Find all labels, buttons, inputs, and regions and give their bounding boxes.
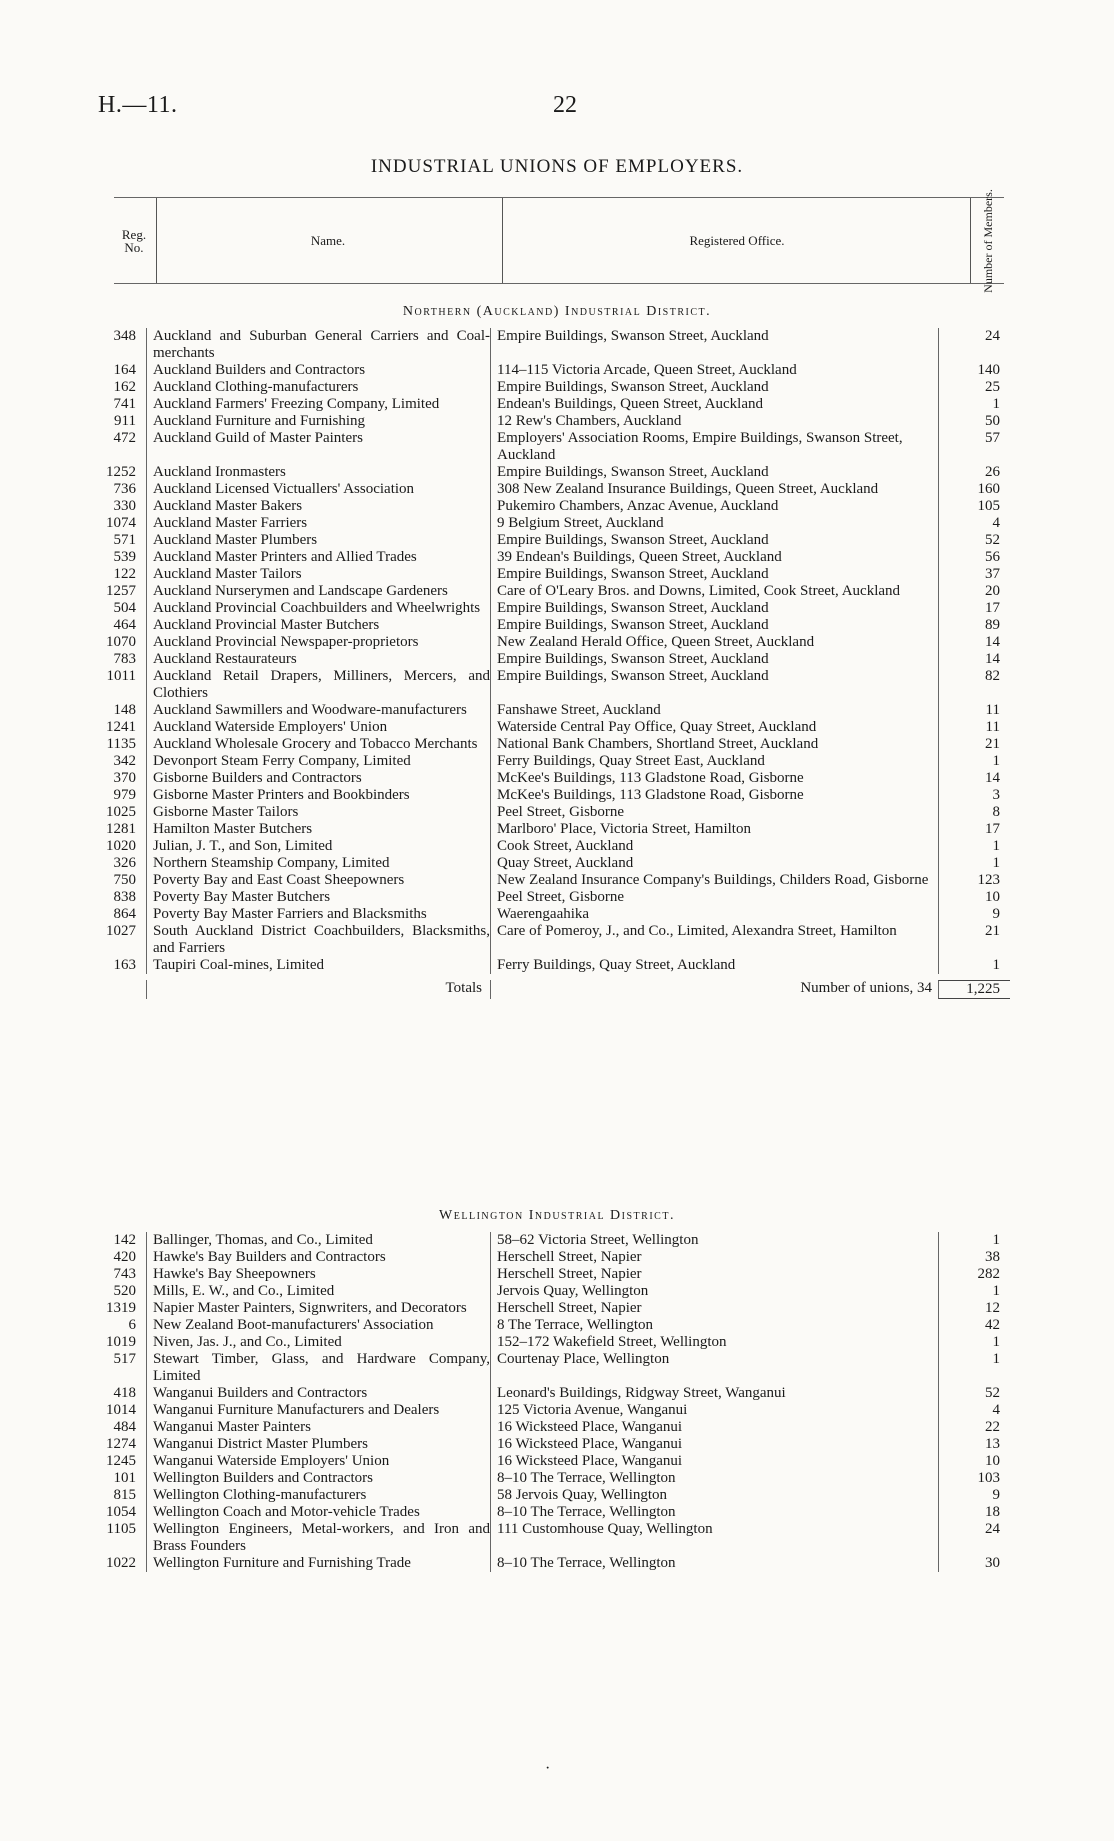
name-cell: Auckland Provincial Master Butchers <box>146 617 490 634</box>
name-cell: Wellington Coach and Motor-vehicle Trades <box>146 1504 490 1521</box>
reg-no-cell: 1105 <box>106 1521 136 1537</box>
table-row <box>100 1232 1010 1249</box>
office-cell: 8 The Terrace, Wellington <box>490 1317 938 1334</box>
table-row <box>100 668 1010 702</box>
name-cell: Auckland Furniture and Furnishing <box>146 413 490 430</box>
members-cell: 160 <box>938 481 1010 498</box>
reg-no-cell: 330 <box>113 498 136 514</box>
members-cell: 123 <box>938 872 1010 889</box>
office-cell: Endean's Buildings, Queen Street, Auckland <box>490 396 938 413</box>
members-cell: 57 <box>938 430 1010 464</box>
office-cell: Peel Street, Gisborne <box>490 804 938 821</box>
name-cell: Auckland Builders and Contractors <box>146 362 490 379</box>
name-cell: Wellington Clothing-manufacturers <box>146 1487 490 1504</box>
members-cell: 4 <box>938 515 1010 532</box>
name-cell: Mills, E. W., and Co., Limited <box>146 1283 490 1300</box>
table-row <box>100 855 1010 872</box>
table-row <box>100 872 1010 889</box>
name-cell: Ballinger, Thomas, and Co., Limited <box>146 1232 490 1249</box>
page-title: INDUSTRIAL UNIONS OF EMPLOYERS. <box>370 156 744 177</box>
reg-no-cell: 520 <box>113 1283 136 1299</box>
name-cell: Auckland Master Tailors <box>146 566 490 583</box>
table-row <box>100 1249 1010 1266</box>
name-cell: Auckland Wholesale Grocery and Tobacco Merchants <box>146 736 490 753</box>
reg-no-cell: 539 <box>113 549 136 565</box>
office-cell: McKee's Buildings, 113 Gladstone Road, Gisborne <box>490 770 938 787</box>
table-row <box>100 1470 1010 1487</box>
members-cell: 21 <box>938 923 1010 957</box>
reg-no-cell: 1019 <box>106 1334 136 1350</box>
members-cell: 17 <box>938 821 1010 838</box>
office-cell: Empire Buildings, Swanson Street, Auckland <box>490 617 938 634</box>
members-cell: 38 <box>938 1249 1010 1266</box>
office-cell: 8–10 The Terrace, Wellington <box>490 1555 938 1572</box>
reg-no-cell: 370 <box>113 770 136 786</box>
office-cell: National Bank Chambers, Shortland Street, Auckland <box>490 736 938 753</box>
name-cell: Auckland Master Farriers <box>146 515 490 532</box>
name-cell: Hawke's Bay Sheepowners <box>146 1266 490 1283</box>
office-cell: 308 New Zealand Insurance Buildings, Queen Street, Auckland <box>490 481 938 498</box>
office-cell: Jervois Quay, Wellington <box>490 1283 938 1300</box>
reg-no-cell: 418 <box>113 1385 136 1401</box>
name-cell: Auckland Licensed Victuallers' Association <box>146 481 490 498</box>
name-cell: Auckland Provincial Newspaper-proprietors <box>146 634 490 651</box>
table-row <box>100 1521 1010 1555</box>
members-cell: 1 <box>938 957 1010 974</box>
col-reg-no: Reg. No. <box>121 226 147 255</box>
members-cell: 1 <box>938 1232 1010 1249</box>
members-cell: 1 <box>938 855 1010 872</box>
office-cell: 152–172 Wakefield Street, Wellington <box>490 1334 938 1351</box>
wellington-section-title: Wellington Industrial District. <box>439 1208 675 1223</box>
office-cell: Fanshawe Street, Auckland <box>490 702 938 719</box>
table-row <box>100 702 1010 719</box>
name-cell: Wanganui Master Painters <box>146 1419 490 1436</box>
northern-table <box>100 328 1010 999</box>
members-cell: 9 <box>938 1487 1010 1504</box>
members-cell: 1 <box>938 396 1010 413</box>
members-cell: 10 <box>938 889 1010 906</box>
office-cell: 39 Endean's Buildings, Queen Street, Auckland <box>490 549 938 566</box>
office-cell: Ferry Buildings, Quay Street East, Auckland <box>490 753 938 770</box>
table-row <box>100 549 1010 566</box>
table-row <box>100 1487 1010 1504</box>
office-cell: Herschell Street, Napier <box>490 1266 938 1283</box>
members-cell: 13 <box>938 1436 1010 1453</box>
members-cell: 3 <box>938 787 1010 804</box>
name-cell: Poverty Bay Master Butchers <box>146 889 490 906</box>
members-cell: 103 <box>938 1470 1010 1487</box>
office-cell: New Zealand Insurance Company's Buildings, Childers Road, Gisborne <box>490 872 938 889</box>
members-cell: 14 <box>938 770 1010 787</box>
reg-no-cell: 164 <box>113 362 136 378</box>
members-cell: 10 <box>938 1453 1010 1470</box>
members-cell: 22 <box>938 1419 1010 1436</box>
name-cell: Auckland Ironmasters <box>146 464 490 481</box>
table-row <box>100 1436 1010 1453</box>
table-row <box>100 1317 1010 1334</box>
totals-label: Totals <box>146 980 490 999</box>
members-cell: 4 <box>938 1402 1010 1419</box>
office-cell: 111 Customhouse Quay, Wellington <box>490 1521 938 1555</box>
reg-no-cell: 342 <box>113 753 136 769</box>
reg-no-cell: 571 <box>113 532 136 548</box>
name-cell: Hawke's Bay Builders and Contractors <box>146 1249 490 1266</box>
reg-no-cell: 1025 <box>106 804 136 820</box>
table-row <box>100 481 1010 498</box>
reg-no-cell: 1011 <box>106 668 136 684</box>
reg-no-cell: 163 <box>113 957 136 973</box>
table-row <box>100 583 1010 600</box>
reg-no-cell: 101 <box>113 1470 136 1486</box>
reg-no-cell: 1274 <box>106 1436 136 1452</box>
table-row <box>100 379 1010 396</box>
office-cell: 16 Wicksteed Place, Wanganui <box>490 1436 938 1453</box>
members-cell: 37 <box>938 566 1010 583</box>
members-cell: 82 <box>938 668 1010 702</box>
table-row <box>100 1351 1010 1385</box>
members-cell: 1 <box>938 1351 1010 1385</box>
table-row <box>100 1453 1010 1470</box>
reg-no-cell: 420 <box>113 1249 136 1265</box>
members-cell: 18 <box>938 1504 1010 1521</box>
name-cell: Auckland Restaurateurs <box>146 651 490 668</box>
members-cell: 105 <box>938 498 1010 515</box>
office-cell: Cook Street, Auckland <box>490 838 938 855</box>
name-cell: Wanganui District Master Plumbers <box>146 1436 490 1453</box>
office-cell: 12 Rew's Chambers, Auckland <box>490 413 938 430</box>
members-cell: 1 <box>938 753 1010 770</box>
office-cell: Ferry Buildings, Quay Street, Auckland <box>490 957 938 974</box>
office-cell: Leonard's Buildings, Ridgway Street, Wanganui <box>490 1385 938 1402</box>
members-cell: 8 <box>938 804 1010 821</box>
members-cell: 52 <box>938 1385 1010 1402</box>
table-row <box>100 328 1010 362</box>
name-cell: Devonport Steam Ferry Company, Limited <box>146 753 490 770</box>
members-cell: 1 <box>938 1334 1010 1351</box>
reg-no-cell: 162 <box>113 379 136 395</box>
reg-no-cell: 1070 <box>106 634 136 650</box>
office-cell: Empire Buildings, Swanson Street, Auckland <box>490 464 938 481</box>
office-cell: 9 Belgium Street, Auckland <box>490 515 938 532</box>
members-cell: 89 <box>938 617 1010 634</box>
name-cell: Auckland and Suburban General Carriers and Coal-merchants <box>146 328 490 362</box>
office-cell: Courtenay Place, Wellington <box>490 1351 938 1385</box>
reg-no-cell: 1245 <box>106 1453 136 1469</box>
office-cell: Empire Buildings, Swanson Street, Auckland <box>490 566 938 583</box>
name-cell: Wanganui Builders and Contractors <box>146 1385 490 1402</box>
name-cell: Wanganui Furniture Manufacturers and Dealers <box>146 1402 490 1419</box>
office-cell: 114–115 Victoria Arcade, Queen Street, Auckland <box>490 362 938 379</box>
members-cell: 1 <box>938 1283 1010 1300</box>
name-cell: Poverty Bay Master Farriers and Blacksmiths <box>146 906 490 923</box>
office-cell: 16 Wicksteed Place, Wanganui <box>490 1453 938 1470</box>
office-cell: Pukemiro Chambers, Anzac Avenue, Auckland <box>490 498 938 515</box>
table-row <box>100 1283 1010 1300</box>
reg-no-cell: 1054 <box>106 1504 136 1520</box>
members-cell: 9 <box>938 906 1010 923</box>
office-cell: 16 Wicksteed Place, Wanganui <box>490 1419 938 1436</box>
office-cell: Empire Buildings, Swanson Street, Auckland <box>490 600 938 617</box>
table-row <box>100 1504 1010 1521</box>
members-cell: 20 <box>938 583 1010 600</box>
office-cell: 8–10 The Terrace, Wellington <box>490 1504 938 1521</box>
table-row <box>100 464 1010 481</box>
reg-no-cell: 517 <box>113 1351 136 1367</box>
table-row <box>100 498 1010 515</box>
name-cell: Poverty Bay and East Coast Sheepowners <box>146 872 490 889</box>
reg-no-cell: 1319 <box>106 1300 136 1316</box>
reg-no-cell: 1014 <box>106 1402 136 1418</box>
reg-no-cell: 864 <box>113 906 136 922</box>
table-row <box>100 753 1010 770</box>
members-cell: 11 <box>938 719 1010 736</box>
table-row <box>100 566 1010 583</box>
reg-no-cell: 1281 <box>106 821 136 837</box>
reg-no-cell: 815 <box>113 1487 136 1503</box>
office-cell: Empire Buildings, Swanson Street, Auckland <box>490 668 938 702</box>
name-cell: Auckland Master Plumbers <box>146 532 490 549</box>
name-cell: Auckland Waterside Employers' Union <box>146 719 490 736</box>
office-cell: Empire Buildings, Swanson Street, Auckland <box>490 532 938 549</box>
table-row <box>100 396 1010 413</box>
name-cell: Taupiri Coal-mines, Limited <box>146 957 490 974</box>
col-office: Registered Office. <box>689 232 785 248</box>
wellington-table <box>100 1232 1010 1572</box>
reg-no-cell: 1135 <box>106 736 136 752</box>
name-cell: Auckland Retail Drapers, Milliners, Mercers, and Clothiers <box>146 668 490 702</box>
members-cell: 30 <box>938 1555 1010 1572</box>
decorative-dot: · <box>545 1760 551 1777</box>
members-cell: 17 <box>938 600 1010 617</box>
office-cell: 58 Jervois Quay, Wellington <box>490 1487 938 1504</box>
reg-no-cell: 504 <box>113 600 136 616</box>
reg-no-cell: 1252 <box>106 464 136 480</box>
table-row <box>100 413 1010 430</box>
report-reference: H.—11. <box>98 92 178 118</box>
table-row <box>100 1402 1010 1419</box>
office-cell: Care of O'Leary Bros. and Downs, Limited, Cook Street, Auckland <box>490 583 938 600</box>
office-cell: McKee's Buildings, 113 Gladstone Road, Gisborne <box>490 787 938 804</box>
office-cell: Marlboro' Place, Victoria Street, Hamilton <box>490 821 938 838</box>
office-cell: Empire Buildings, Swanson Street, Auckland <box>490 651 938 668</box>
members-cell: 42 <box>938 1317 1010 1334</box>
office-cell: Waterside Central Pay Office, Quay Street, Auckland <box>490 719 938 736</box>
reg-no-cell: 1074 <box>106 515 136 531</box>
office-cell: 58–62 Victoria Street, Wellington <box>490 1232 938 1249</box>
table-row <box>100 515 1010 532</box>
reg-no-cell: 484 <box>113 1419 136 1435</box>
members-cell: 21 <box>938 736 1010 753</box>
unions-count: Number of unions, 34 <box>490 980 938 999</box>
office-cell: Herschell Street, Napier <box>490 1300 938 1317</box>
table-row <box>100 838 1010 855</box>
reg-no-cell: 1257 <box>106 583 136 599</box>
table-row <box>100 804 1010 821</box>
reg-no-cell: 1241 <box>106 719 136 735</box>
table-row <box>100 1385 1010 1402</box>
name-cell: Napier Master Painters, Signwriters, and Decorators <box>146 1300 490 1317</box>
office-cell: 8–10 The Terrace, Wellington <box>490 1470 938 1487</box>
name-cell: Auckland Clothing-manufacturers <box>146 379 490 396</box>
reg-no-cell: 148 <box>113 702 136 718</box>
members-cell: 14 <box>938 634 1010 651</box>
column-header <box>114 188 1004 293</box>
members-cell: 140 <box>938 362 1010 379</box>
col-name: Name. <box>310 232 346 248</box>
table-row <box>100 1266 1010 1283</box>
reg-no-cell: 979 <box>113 787 136 803</box>
name-cell: Stewart Timber, Glass, and Hardware Company, Limited <box>146 1351 490 1385</box>
totals-row <box>100 980 1010 999</box>
table-row <box>100 1419 1010 1436</box>
name-cell: Auckland Master Printers and Allied Trades <box>146 549 490 566</box>
name-cell: Hamilton Master Butchers <box>146 821 490 838</box>
reg-no-cell: 783 <box>113 651 136 667</box>
table-row <box>100 770 1010 787</box>
members-cell: 1 <box>938 838 1010 855</box>
table-row <box>100 923 1010 957</box>
table-row <box>100 362 1010 379</box>
reg-no-cell: 1027 <box>106 923 136 939</box>
reg-no-cell: 1022 <box>106 1555 136 1571</box>
table-row <box>100 719 1010 736</box>
table-row <box>100 957 1010 974</box>
table-row <box>100 736 1010 753</box>
name-cell: Gisborne Builders and Contractors <box>146 770 490 787</box>
name-cell: New Zealand Boot-manufacturers' Association <box>146 1317 490 1334</box>
office-cell: Quay Street, Auckland <box>490 855 938 872</box>
reg-no-cell: 838 <box>113 889 136 905</box>
table-row <box>100 1555 1010 1572</box>
office-cell: Herschell Street, Napier <box>490 1249 938 1266</box>
office-cell: New Zealand Herald Office, Queen Street, Auckland <box>490 634 938 651</box>
table-row <box>100 532 1010 549</box>
name-cell: Wellington Furniture and Furnishing Trade <box>146 1555 490 1572</box>
members-cell: 282 <box>938 1266 1010 1283</box>
members-cell: 50 <box>938 413 1010 430</box>
office-cell: Empire Buildings, Swanson Street, Auckland <box>490 379 938 396</box>
reg-no-cell: 743 <box>113 1266 136 1282</box>
office-cell: Waerengaahika <box>490 906 938 923</box>
reg-no-cell: 750 <box>113 872 136 888</box>
table-row <box>100 1300 1010 1317</box>
table-row <box>100 787 1010 804</box>
reg-no-cell: 326 <box>113 855 136 871</box>
name-cell: Wellington Builders and Contractors <box>146 1470 490 1487</box>
table-row <box>100 634 1010 651</box>
reg-no-cell: 1020 <box>106 838 136 854</box>
members-cell: 56 <box>938 549 1010 566</box>
reg-no-cell: 6 <box>128 1317 136 1333</box>
reg-no-cell: 472 <box>113 430 136 446</box>
page-number: 22 <box>553 92 577 118</box>
table-row <box>100 889 1010 906</box>
reg-no-cell: 122 <box>113 566 136 582</box>
name-cell: South Auckland District Coachbuilders, Blacksmiths, and Farriers <box>146 923 490 957</box>
office-cell: 125 Victoria Avenue, Wanganui <box>490 1402 938 1419</box>
name-cell: Wellington Engineers, Metal-workers, and Iron and Brass Founders <box>146 1521 490 1555</box>
name-cell: Northern Steamship Company, Limited <box>146 855 490 872</box>
table-row <box>100 600 1010 617</box>
name-cell: Gisborne Master Tailors <box>146 804 490 821</box>
name-cell: Auckland Guild of Master Painters <box>146 430 490 464</box>
name-cell: Gisborne Master Printers and Bookbinders <box>146 787 490 804</box>
name-cell: Auckland Sawmillers and Woodware-manufacturers <box>146 702 490 719</box>
members-cell: 25 <box>938 379 1010 396</box>
name-cell: Auckland Master Bakers <box>146 498 490 515</box>
members-cell: 12 <box>938 1300 1010 1317</box>
table-row <box>100 617 1010 634</box>
name-cell: Wanganui Waterside Employers' Union <box>146 1453 490 1470</box>
table-row <box>100 651 1010 668</box>
name-cell: Auckland Farmers' Freezing Company, Limited <box>146 396 490 413</box>
members-cell: 24 <box>938 1521 1010 1555</box>
members-total: 1,225 <box>938 980 1010 999</box>
reg-no-cell: 911 <box>114 413 136 429</box>
reg-no-cell: 348 <box>113 328 136 344</box>
members-cell: 14 <box>938 651 1010 668</box>
members-cell: 11 <box>938 702 1010 719</box>
table-row <box>100 1334 1010 1351</box>
members-cell: 24 <box>938 328 1010 362</box>
name-cell: Niven, Jas. J., and Co., Limited <box>146 1334 490 1351</box>
office-cell: Peel Street, Gisborne <box>490 889 938 906</box>
office-cell: Empire Buildings, Swanson Street, Auckland <box>490 328 938 362</box>
office-cell: Employers' Association Rooms, Empire Buildings, Swanson Street, Auckland <box>490 430 938 464</box>
reg-no-cell: 464 <box>113 617 136 633</box>
northern-section-title: Northern (Auckland) Industrial District. <box>402 304 712 319</box>
name-cell: Julian, J. T., and Son, Limited <box>146 838 490 855</box>
members-cell: 52 <box>938 532 1010 549</box>
reg-no-cell: 741 <box>113 396 136 412</box>
reg-no-cell: 736 <box>113 481 136 497</box>
office-cell: Care of Pomeroy, J., and Co., Limited, Alexandra Street, Hamilton <box>490 923 938 957</box>
col-members: Number of Members. <box>981 188 996 293</box>
name-cell: Auckland Provincial Coachbuilders and Wheelwrights <box>146 600 490 617</box>
table-row <box>100 430 1010 464</box>
members-cell: 26 <box>938 464 1010 481</box>
table-row <box>100 906 1010 923</box>
table-row <box>100 821 1010 838</box>
reg-no-cell: 142 <box>113 1232 136 1248</box>
name-cell: Auckland Nurserymen and Landscape Gardeners <box>146 583 490 600</box>
